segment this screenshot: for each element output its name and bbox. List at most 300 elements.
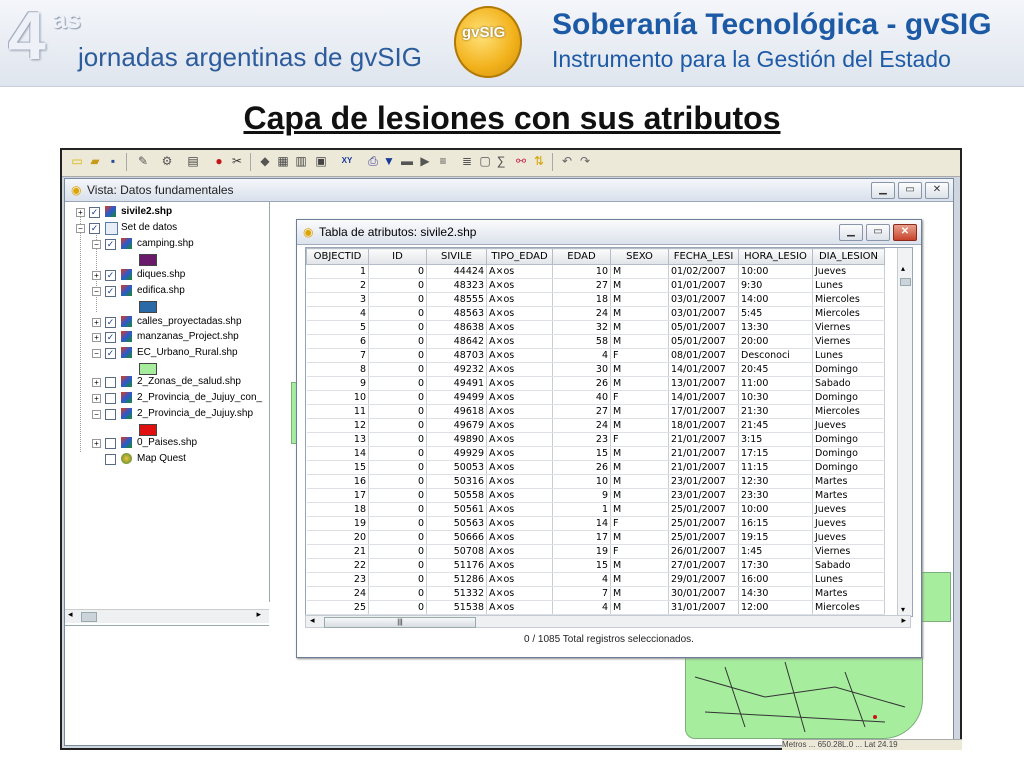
table-cell[interactable]: 4 [553,573,611,587]
table-cell[interactable]: 03/01/2007 [669,293,739,307]
table-cell[interactable]: 48642 [427,335,487,349]
table-cell[interactable]: M [611,601,669,615]
table-cell[interactable]: M [611,265,669,279]
table-cell[interactable]: 11:00 [739,377,813,391]
table-cell[interactable]: M [611,503,669,517]
table-cell[interactable]: 51286 [427,573,487,587]
table-cell[interactable]: M [611,559,669,573]
table-cell[interactable]: 58 [553,335,611,349]
expand-icon[interactable]: + [92,271,101,280]
table-cell[interactable]: 10:00 [739,265,813,279]
table-cell[interactable]: 15 [553,559,611,573]
layer-checkbox[interactable]: ✓ [90,207,99,217]
table-cell[interactable]: 23 [553,433,611,447]
column-header[interactable]: HORA_LESIO [739,249,813,265]
table-cell[interactable]: 40 [553,391,611,405]
table-cell[interactable]: A×os [487,419,553,433]
table-cell[interactable]: 0 [369,517,427,531]
table-row[interactable] [307,377,885,391]
edit-tools-icon[interactable]: ✎ [137,154,149,168]
table-cell[interactable]: F [611,545,669,559]
minimize-button[interactable]: ▁ [871,182,895,199]
table-cell[interactable]: 0 [369,363,427,377]
table-cell[interactable]: 0 [369,559,427,573]
table-cell[interactable]: 30 [553,363,611,377]
table-cell[interactable]: A×os [487,601,553,615]
table-cell[interactable]: M [611,307,669,321]
table-cell[interactable]: 19 [307,517,369,531]
table-cell[interactable]: 0 [369,461,427,475]
new-file-icon[interactable]: ▭ [71,154,83,168]
table-cell[interactable]: 4 [553,601,611,615]
table-row[interactable] [307,489,885,503]
table-cell[interactable]: 27/01/2007 [669,559,739,573]
table-cell[interactable]: 17:15 [739,447,813,461]
table-cell[interactable]: 19 [553,545,611,559]
table-cell[interactable]: 03/01/2007 [669,307,739,321]
table-cell[interactable]: M [611,335,669,349]
table-cell[interactable]: 21/01/2007 [669,461,739,475]
table-cell[interactable]: Lunes [813,349,885,363]
collapse-icon[interactable]: − [92,410,101,419]
table-cell[interactable]: 48638 [427,321,487,335]
layer-checkbox[interactable] [105,438,116,449]
table-cell[interactable]: 7 [307,349,369,363]
table-cell[interactable]: 05/01/2007 [669,335,739,349]
table-cell[interactable]: A×os [487,279,553,293]
table-cell[interactable]: Martes [813,587,885,601]
grid-icon[interactable]: ▦ [277,154,289,168]
table-cell[interactable]: 0 [369,447,427,461]
table-horizontal-scrollbar[interactable] [305,615,911,628]
close-button[interactable]: ✕ [925,182,949,199]
table-row[interactable] [307,447,885,461]
table-cell[interactable]: A×os [487,293,553,307]
table-cell[interactable]: A×os [487,531,553,545]
xy-icon[interactable]: XY [341,156,353,165]
table-cell[interactable]: 14 [307,447,369,461]
table-cell[interactable]: 15 [553,447,611,461]
print-icon[interactable]: ⎙ [368,154,378,168]
table-cell[interactable]: Jueves [813,265,885,279]
table-cell[interactable]: 0 [369,573,427,587]
table-cell[interactable]: 17/01/2007 [669,405,739,419]
maximize-button[interactable]: ▭ [898,182,922,199]
column-header[interactable]: SIVILE [427,249,487,265]
table-cell[interactable]: 18 [553,293,611,307]
table-cell[interactable]: 0 [369,587,427,601]
table-cell[interactable]: 48563 [427,307,487,321]
table-row[interactable] [307,405,885,419]
table-cell[interactable]: 9 [553,489,611,503]
table-cell[interactable]: 0 [369,377,427,391]
table-cell[interactable]: 18 [307,503,369,517]
table-cell[interactable]: F [611,391,669,405]
table-cell[interactable]: 21:45 [739,419,813,433]
table-row[interactable] [307,307,885,321]
layer-checkbox[interactable]: ✓ [106,317,115,327]
close-button[interactable]: ✕ [893,224,917,241]
table-cell[interactable]: 50316 [427,475,487,489]
table-cell[interactable]: A×os [487,587,553,601]
scroll-up-icon[interactable]: ▴ [901,264,906,273]
collapse-icon[interactable]: − [92,287,101,296]
table-cell[interactable]: F [611,517,669,531]
column-header[interactable]: TIPO_EDAD [487,249,553,265]
layer-checkbox[interactable]: ✓ [106,332,115,342]
table-cell[interactable]: 24 [553,307,611,321]
table-cell[interactable]: 14/01/2007 [669,363,739,377]
table-cell[interactable]: M [611,377,669,391]
table-cell[interactable]: 12:30 [739,475,813,489]
attribute-table-titlebar[interactable] [297,220,921,245]
table-cell[interactable]: 49232 [427,363,487,377]
tools-icon[interactable]: ✂ [231,154,243,168]
redo-icon[interactable]: ↷ [579,154,591,168]
table-cell[interactable]: A×os [487,447,553,461]
table-cell[interactable]: 32 [553,321,611,335]
report-icon[interactable]: ▣ [315,154,327,168]
table-cell[interactable]: 8 [307,363,369,377]
expand-icon[interactable]: + [92,378,101,387]
layer-checkbox[interactable] [105,377,116,388]
table-cell[interactable]: F [611,433,669,447]
table-cell[interactable]: 29/01/2007 [669,573,739,587]
table-cell[interactable]: Martes [813,489,885,503]
scroll-thumb[interactable]: ||| [324,617,476,628]
table-cell[interactable]: 4 [307,307,369,321]
table-cell[interactable]: A×os [487,573,553,587]
table-cell[interactable]: 0 [369,307,427,321]
table-icon[interactable]: ▥ [295,154,307,168]
table-cell[interactable]: Jueves [813,419,885,433]
table-cell[interactable]: 23 [307,573,369,587]
table-row[interactable] [307,503,885,517]
table-row[interactable] [307,419,885,433]
table-cell[interactable]: 3:15 [739,433,813,447]
table-cell[interactable]: 51176 [427,559,487,573]
table-cell[interactable]: A×os [487,363,553,377]
table-cell[interactable]: M [611,321,669,335]
layer-checkbox[interactable] [105,454,116,465]
table-cell[interactable]: M [611,419,669,433]
table-cell[interactable]: 0 [369,503,427,517]
table-cell[interactable]: 20:45 [739,363,813,377]
table-cell[interactable]: A×os [487,503,553,517]
table-cell[interactable]: 50561 [427,503,487,517]
table-row[interactable] [307,349,885,363]
table-row[interactable] [307,293,885,307]
table-row[interactable] [307,433,885,447]
table-row[interactable] [307,279,885,293]
table-cell[interactable]: 13:30 [739,321,813,335]
table-cell[interactable]: 50708 [427,545,487,559]
table-cell[interactable]: 21/01/2007 [669,447,739,461]
table-cell[interactable]: 0 [369,531,427,545]
table-cell[interactable]: Domingo [813,461,885,475]
table-cell[interactable]: 25/01/2007 [669,531,739,545]
table-cell[interactable]: A×os [487,489,553,503]
sort-icon[interactable]: ≡ [439,154,447,168]
table-cell[interactable]: 0 [369,391,427,405]
select-icon[interactable]: ◆ [260,154,270,168]
scroll-left-icon[interactable]: ◂ [68,609,73,619]
expand-icon[interactable]: + [92,394,101,403]
table-cell[interactable]: 0 [369,405,427,419]
scroll-left-icon[interactable]: ◂ [310,615,315,625]
table-cell[interactable]: 10 [553,475,611,489]
table-cell[interactable]: 49679 [427,419,487,433]
table-cell[interactable]: 01/02/2007 [669,265,739,279]
table-row[interactable] [307,545,885,559]
table-cell[interactable]: 15 [307,461,369,475]
table-cell[interactable]: Domingo [813,447,885,461]
table-cell[interactable]: 1 [553,503,611,517]
view-window-titlebar[interactable] [65,179,953,202]
layer-checkbox[interactable]: ✓ [90,223,99,233]
maximize-button[interactable]: ▭ [866,224,890,241]
table-cell[interactable]: 0 [369,279,427,293]
export-icon[interactable]: ▶ [420,154,430,168]
table-cell[interactable]: Martes [813,475,885,489]
table-row[interactable] [307,335,885,349]
table-cell[interactable]: 12 [307,419,369,433]
table-cell[interactable]: 4 [553,349,611,363]
table-cell[interactable]: 21/01/2007 [669,433,739,447]
table-cell[interactable]: 25/01/2007 [669,517,739,531]
align-icon[interactable]: ≣ [461,154,473,168]
table-cell[interactable]: Viernes [813,335,885,349]
table-row[interactable] [307,475,885,489]
table-cell[interactable]: 01/01/2007 [669,279,739,293]
table-cell[interactable]: 0 [369,601,427,615]
table-cell[interactable]: A×os [487,321,553,335]
table-cell[interactable]: 16 [307,475,369,489]
table-cell[interactable]: M [611,447,669,461]
table-cell[interactable]: A×os [487,405,553,419]
table-cell[interactable]: 48555 [427,293,487,307]
layer-checkbox[interactable] [105,393,116,404]
table-cell[interactable]: 2 [307,279,369,293]
table-cell[interactable]: 50563 [427,517,487,531]
table-cell[interactable]: Jueves [813,531,885,545]
table-cell[interactable]: 10 [553,265,611,279]
table-cell[interactable]: M [611,279,669,293]
table-cell[interactable]: 49491 [427,377,487,391]
layout-icon[interactable]: ▤ [187,154,199,168]
table-cell[interactable]: A×os [487,545,553,559]
table-cell[interactable]: 14:00 [739,293,813,307]
table-cell[interactable]: A×os [487,461,553,475]
table-cell[interactable]: A×os [487,349,553,363]
table-cell[interactable]: M [611,573,669,587]
table-row[interactable] [307,587,885,601]
locator-map[interactable] [65,625,269,744]
table-cell[interactable]: Miercoles [813,307,885,321]
collapse-icon[interactable]: − [92,240,101,249]
column-header[interactable]: SEXO [611,249,669,265]
table-row[interactable] [307,559,885,573]
table-cell[interactable]: 12:00 [739,601,813,615]
table-cell[interactable]: 27 [553,405,611,419]
table-cell[interactable]: 1 [307,265,369,279]
table-cell[interactable]: 3 [307,293,369,307]
table-cell[interactable]: 23/01/2007 [669,489,739,503]
table-row[interactable] [307,265,885,279]
table-cell[interactable]: 48323 [427,279,487,293]
table-cell[interactable]: 0 [369,419,427,433]
table-cell[interactable]: A×os [487,307,553,321]
table-cell[interactable]: 51538 [427,601,487,615]
table-cell[interactable]: Lunes [813,573,885,587]
table-row[interactable] [307,573,885,587]
table-cell[interactable]: Viernes [813,321,885,335]
table-cell[interactable]: 9:30 [739,279,813,293]
table-cell[interactable]: 31/01/2007 [669,601,739,615]
table-cell[interactable]: 6 [307,335,369,349]
toc-horizontal-scrollbar[interactable] [65,609,269,623]
table-cell[interactable]: 49890 [427,433,487,447]
table-cell[interactable]: Sabado [813,559,885,573]
table-cell[interactable]: 10 [307,391,369,405]
table-cell[interactable]: 08/01/2007 [669,349,739,363]
table-cell[interactable]: Domingo [813,363,885,377]
table-cell[interactable]: 27 [553,279,611,293]
open-folder-icon[interactable]: ▰ [90,154,100,168]
table-cell[interactable]: 0 [369,335,427,349]
table-cell[interactable]: 1:45 [739,545,813,559]
table-cell[interactable]: Miercoles [813,601,885,615]
table-cell[interactable]: 49618 [427,405,487,419]
table-cell[interactable]: 0 [369,349,427,363]
table-cell[interactable]: 11 [307,405,369,419]
layer-checkbox[interactable]: ✓ [106,348,115,358]
table-cell[interactable]: M [611,475,669,489]
order-icon[interactable]: ⇅ [533,154,545,168]
table-cell[interactable]: 21 [307,545,369,559]
table-cell[interactable]: M [611,293,669,307]
table-row[interactable] [307,391,885,405]
layer-checkbox[interactable]: ✓ [106,239,115,249]
field-icon[interactable]: ▬ [401,154,413,168]
expand-icon[interactable]: + [92,318,101,327]
table-cell[interactable]: Desconoci [739,349,813,363]
table-cell[interactable]: 14 [553,517,611,531]
table-cell[interactable]: 21:30 [739,405,813,419]
layer-checkbox[interactable]: ✓ [106,270,115,280]
table-cell[interactable]: M [611,461,669,475]
table-cell[interactable]: M [611,405,669,419]
table-cell[interactable]: A×os [487,559,553,573]
table-cell[interactable]: Sabado [813,377,885,391]
table-cell[interactable]: 25/01/2007 [669,503,739,517]
table-cell[interactable]: 0 [369,433,427,447]
table-cell[interactable]: 23:30 [739,489,813,503]
filter-icon[interactable]: ▼ [383,154,395,168]
table-cell[interactable]: Domingo [813,433,885,447]
table-cell[interactable]: M [611,489,669,503]
table-cell[interactable]: 22 [307,559,369,573]
table-cell[interactable]: 0 [369,265,427,279]
table-cell[interactable]: 23/01/2007 [669,475,739,489]
table-cell[interactable]: 10:00 [739,503,813,517]
expand-icon[interactable]: + [76,208,85,217]
table-cell[interactable]: 05/01/2007 [669,321,739,335]
column-header[interactable]: OBJECTID [307,249,369,265]
table-cell[interactable]: M [611,363,669,377]
table-cell[interactable]: F [611,349,669,363]
table-cell[interactable]: M [611,587,669,601]
table-cell[interactable]: 17:30 [739,559,813,573]
table-cell[interactable]: 51332 [427,587,487,601]
table-cell[interactable]: 5:45 [739,307,813,321]
layer-checkbox[interactable] [105,409,116,420]
minimize-button[interactable]: ▁ [839,224,863,241]
table-row[interactable] [307,461,885,475]
join-icon[interactable]: ▢ [479,154,491,168]
table-cell[interactable]: 17 [307,489,369,503]
scroll-thumb[interactable] [81,612,97,622]
table-cell[interactable]: A×os [487,265,553,279]
table-cell[interactable]: 50558 [427,489,487,503]
table-cell[interactable]: Miercoles [813,293,885,307]
table-cell[interactable]: Jueves [813,517,885,531]
table-cell[interactable]: Jueves [813,503,885,517]
table-cell[interactable]: 25 [307,601,369,615]
table-row[interactable] [307,363,885,377]
layer-checkbox[interactable]: ✓ [106,286,115,296]
table-cell[interactable]: 24 [553,419,611,433]
table-vertical-scrollbar[interactable] [897,248,912,616]
table-cell[interactable]: 24 [307,587,369,601]
table-cell[interactable]: 10:30 [739,391,813,405]
table-cell[interactable]: 9 [307,377,369,391]
table-cell[interactable]: 20:00 [739,335,813,349]
column-header[interactable]: ID [369,249,427,265]
statistics-icon[interactable]: ∑ [496,154,506,168]
table-row[interactable] [307,531,885,545]
table-cell[interactable]: 50666 [427,531,487,545]
table-cell[interactable]: 30/01/2007 [669,587,739,601]
undo-icon[interactable]: ↶ [561,154,573,168]
table-cell[interactable]: A×os [487,377,553,391]
table-cell[interactable]: 26 [553,461,611,475]
table-cell[interactable]: A×os [487,517,553,531]
table-cell[interactable]: 49929 [427,447,487,461]
table-cell[interactable]: 18/01/2007 [669,419,739,433]
table-cell[interactable]: Lunes [813,279,885,293]
table-cell[interactable]: A×os [487,335,553,349]
save-icon[interactable]: ▪ [110,154,116,168]
table-cell[interactable]: 11:15 [739,461,813,475]
scroll-thumb[interactable] [900,278,911,286]
error-icon[interactable]: ● [215,154,223,168]
collapse-icon[interactable]: − [76,224,85,233]
table-cell[interactable]: 7 [553,587,611,601]
scroll-right-icon[interactable]: ▸ [901,615,906,625]
table-row[interactable] [307,601,885,615]
scroll-right-icon[interactable]: ▸ [256,609,261,619]
column-header[interactable]: FECHA_LESI [669,249,739,265]
table-cell[interactable]: 49499 [427,391,487,405]
table-cell[interactable]: 14/01/2007 [669,391,739,405]
table-cell[interactable]: Domingo [813,391,885,405]
table-cell[interactable]: 50053 [427,461,487,475]
table-cell[interactable]: 20 [307,531,369,545]
link-icon[interactable]: ⚯ [515,154,527,168]
table-row[interactable] [307,321,885,335]
table-cell[interactable]: 14:30 [739,587,813,601]
